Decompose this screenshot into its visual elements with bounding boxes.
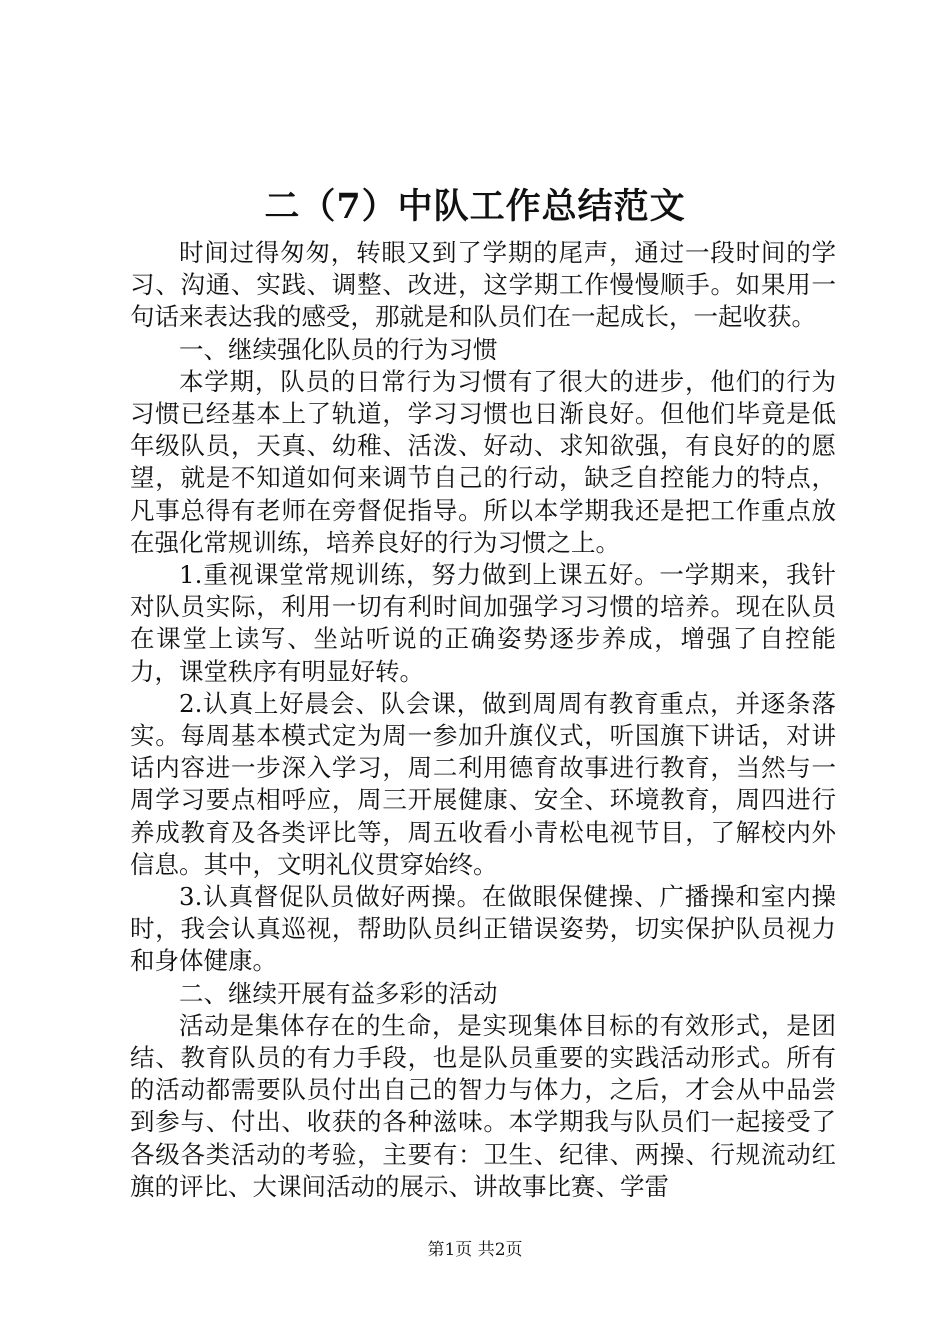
paragraph-item-3: 3.认真督促队员做好两操。在做眼保健操、广播操和室内操时，我会认真巡视，帮助队员纠正错误姿势，切实保护队员视力和身体健康。: [130, 882, 836, 976]
paragraph-item-1: 1.重视课堂常规训练，努力做到上课五好。一学期来，我针对队员实际，利用一切有利时间加强学习习惯的培养。现在队员在课堂上读写、坐站听说的正确姿势逐步养成，增强了自控能力，课堂秩序有明显好转。: [130, 560, 836, 686]
paragraph-habits: 本学期，队员的日常行为习惯有了很大的进步，他们的行为习惯已经基本上了轨道，学习习惯也日渐良好。但他们毕竟是低年级队员，天真、幼稚、活泼、好动、求知欲强，有良好的的愿望，就是不知道如何来调节自己的行动，缺乏自控能力的特点，凡事总得有老师在旁督促指导。所以本学期我还是把工作重点放在强化常规训练，培养良好的行为习惯之上。: [130, 366, 836, 557]
paragraph-item-2: 2.认真上好晨会、队会课，做到周周有教育重点，并逐条落实。每周基本模式定为周一参加升旗仪式，听国旗下讲话，对讲话内容进一步深入学习，周二利用德育故事进行教育，当然与一周学习要点相呼应，周三开展健康、安全、环境教育，周四进行养成教育及各类评比等，周五收看小青松电视节目，了解校内外信息。其中，文明礼仪贯穿始终。: [130, 688, 836, 879]
section-heading-2: 二、继续开展有益多彩的活动: [179, 978, 498, 1008]
paragraph-activities: 活动是集体存在的生命，是实现集体目标的有效形式，是团结、教育队员的有力手段，也是队员重要的实践活动形式。所有的活动都需要队员付出自己的智力与体力，之后，才会从中品尝到参与、付出、收获的各种滋味。本学期我与队员们一起接受了各级各类活动的考验，主要有：卫生、纪律、两操、行规流动红旗的评比、大课间活动的展示、讲故事比赛、学雷: [130, 1010, 836, 1201]
document-body: [130, 237, 836, 1203]
page-footer: 第1页 共2页: [427, 1240, 523, 1260]
document-title: 二（7）中队工作总结范文: [264, 186, 686, 227]
paragraph-intro: 时间过得匆匆，转眼又到了学期的尾声，通过一段时间的学习、沟通、实践、调整、改进，这学期工作慢慢顺手。如果用一句话来表达我的感受，那就是和队员们在一起成长，一起收获。: [130, 238, 836, 332]
section-heading-1: 一、继续强化队员的行为习惯: [179, 334, 498, 364]
